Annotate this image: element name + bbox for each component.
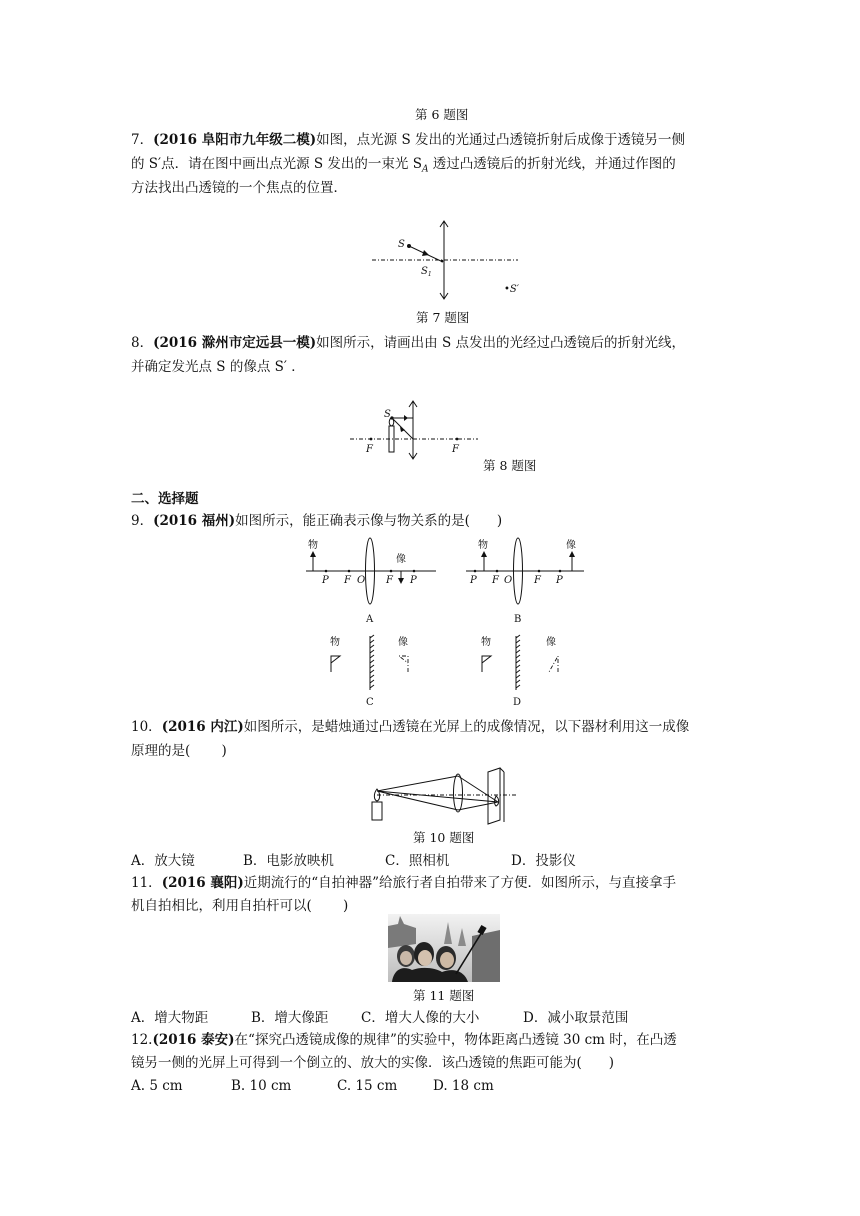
subscript: A [421, 164, 429, 175]
label-f: F [386, 575, 393, 586]
ray-arrow [400, 427, 405, 432]
question-text: 如图所示，请画出由 S 点发出的光经过凸透镜后的折射光线， [316, 335, 685, 351]
question-number: 10． [131, 719, 162, 735]
focus-left-point [370, 438, 373, 441]
figure-9b-diagram [464, 534, 589, 626]
question-source: (2016 内江) [161, 719, 244, 735]
question-source: (2016 滁州市定远县一模) [153, 335, 317, 351]
question-11-line-1 [131, 874, 676, 892]
question-7-line-1 [131, 131, 685, 149]
figure-7-diagram [366, 216, 526, 300]
label-f-right: F [452, 444, 459, 455]
label-s1: $S_1$ [421, 266, 432, 278]
label-object: 物 [478, 540, 488, 551]
image-flag [399, 656, 408, 672]
label-p: P [410, 575, 417, 586]
label-p: P [322, 575, 329, 586]
option-d: D．减小取景范围 [523, 1010, 629, 1026]
ray [458, 802, 498, 810]
figure-caption-11: 第 11 题图 [413, 988, 475, 1003]
question-source: (2016 阜阳市九年级二模) [153, 132, 317, 148]
label-option-c: C [366, 697, 374, 708]
option-b: B. 10 cm [231, 1078, 292, 1094]
question-10-line-2: 原理的是( ) [131, 743, 227, 759]
label-p: P [556, 575, 563, 586]
figure-caption-8: 第 8 题图 [483, 458, 537, 473]
label-o: O [504, 575, 513, 586]
figure-9a-diagram [304, 534, 439, 626]
question-source: (2016 泰安) [152, 1032, 235, 1048]
point-f-right [390, 570, 393, 573]
label-f-left: F [366, 444, 373, 455]
image-flag [549, 656, 558, 672]
point-f-left [348, 570, 351, 573]
point-p-left [474, 570, 477, 573]
figure-caption-10: 第 10 题图 [413, 830, 475, 845]
label-option-b: B [514, 614, 522, 625]
ray [377, 791, 458, 810]
point-f-right [538, 570, 541, 573]
option-b: B．电影放映机 [243, 853, 334, 869]
question-9-line-1 [131, 512, 502, 530]
light-screen [488, 768, 500, 824]
question-number: 11． [131, 875, 162, 891]
option-c: C．增大人像的大小 [361, 1010, 480, 1026]
figure-8-diagram [346, 396, 486, 460]
ray-arrow [422, 250, 429, 256]
question-text: 的 S′点．请在图中画出点光源 S 发出的一束光 S [131, 156, 422, 172]
option-a: A. 5 cm [131, 1078, 183, 1094]
label-s-prime: •S′ [504, 284, 520, 295]
point-p-right [559, 570, 562, 573]
figure-9d-diagram [470, 630, 570, 710]
point-f-left [496, 570, 499, 573]
label-f: F [492, 575, 499, 586]
question-text: 如图，点光源 S 发出的光通过凸透镜折射后成像于透镜另一侧 [316, 132, 685, 148]
ray-arrow [404, 415, 408, 421]
question-12-line-2: 镜另一侧的光屏上可得到一个倒立的、放大的实像．该凸透镜的焦距可能为( ) [131, 1055, 615, 1071]
label-f: F [534, 575, 541, 586]
figure-10-diagram [366, 764, 526, 826]
lens-center-point [441, 260, 444, 263]
image-arrowhead [569, 551, 575, 557]
question-text: 在“探究凸透镜成像的规律”的实验中，物体距离凸透镜 30 cm 时，在凸透 [234, 1032, 677, 1048]
question-number: 9． [131, 513, 154, 529]
question-source: (2016 襄阳) [161, 875, 244, 891]
label-o: O [357, 575, 366, 586]
label-f: F [344, 575, 351, 586]
label-s: S [384, 409, 391, 420]
screen-edge [500, 768, 504, 772]
label-object: 物 [308, 540, 318, 551]
object-arrowhead [481, 551, 487, 557]
question-text: 如图所示，是蜡烛通过凸透镜在光屏上的成像情况，以下器材利用这一成像 [243, 719, 690, 735]
ray [458, 776, 498, 802]
candle-body [372, 802, 382, 820]
point-p-right [413, 570, 416, 573]
question-source: (2016 福州) [153, 513, 236, 529]
label-s: S [398, 239, 405, 250]
label-image: 像 [566, 540, 576, 551]
option-c: C．照相机 [385, 853, 450, 869]
ray [377, 791, 498, 802]
option-a: A．放大镜 [131, 853, 195, 869]
convex-lens [454, 774, 463, 812]
label-option-a: A [366, 614, 374, 625]
object-arrowhead [310, 551, 316, 557]
question-text: 如图所示，能正确表示像与物关系的是( ) [235, 513, 503, 529]
mirror-hatching [516, 635, 520, 688]
focus-right-point [456, 438, 459, 441]
label-object: 物 [330, 637, 340, 648]
question-text: 近期流行的“自拍神器”给旅行者自拍带来了方便．如图所示，与直接拿手 [243, 875, 677, 891]
question-12-line-1 [131, 1031, 677, 1049]
question-7-line-2 [131, 155, 676, 179]
label-option-d: D [513, 697, 522, 708]
object-flag [482, 656, 491, 672]
question-10-line-1 [131, 718, 689, 736]
option-c: C. 15 cm [337, 1078, 398, 1094]
label-object: 物 [481, 637, 491, 648]
section-heading: 二、选择题 [131, 491, 199, 507]
label-p: P [470, 575, 477, 586]
question-number: 8． [131, 335, 154, 351]
question-8-line-1 [131, 334, 685, 352]
object-flag [331, 656, 340, 672]
selfie-stick-photo [388, 914, 500, 982]
question-number: 12. [131, 1032, 153, 1048]
label-image: 像 [396, 554, 406, 565]
option-b: B．增大像距 [251, 1010, 329, 1026]
image-arrowhead [398, 578, 404, 584]
label-image: 像 [398, 637, 408, 648]
option-a: A．增大物距 [131, 1010, 209, 1026]
figure-caption-6: 第 6 题图 [415, 107, 469, 122]
point-p-left [325, 570, 328, 573]
figure-caption-7: 第 7 题图 [416, 310, 470, 325]
ray [377, 776, 458, 791]
option-d: D. 18 cm [433, 1078, 494, 1094]
question-11-line-2: 机自拍相比，利用自拍杆可以( ) [131, 898, 349, 914]
question-8-line-2: 并确定发光点 S 的像点 S′ ． [131, 359, 305, 375]
question-text: 透过凸透镜后的折射光线，并通过作图的 [428, 156, 676, 172]
question-number: 7． [131, 132, 154, 148]
figure-9c-diagram [320, 630, 420, 710]
mirror-hatching [370, 635, 374, 688]
label-image: 像 [546, 637, 556, 648]
question-7-line-3: 方法找出凸透镜的一个焦点的位置． [131, 180, 347, 196]
option-d: D．投影仪 [511, 853, 576, 869]
